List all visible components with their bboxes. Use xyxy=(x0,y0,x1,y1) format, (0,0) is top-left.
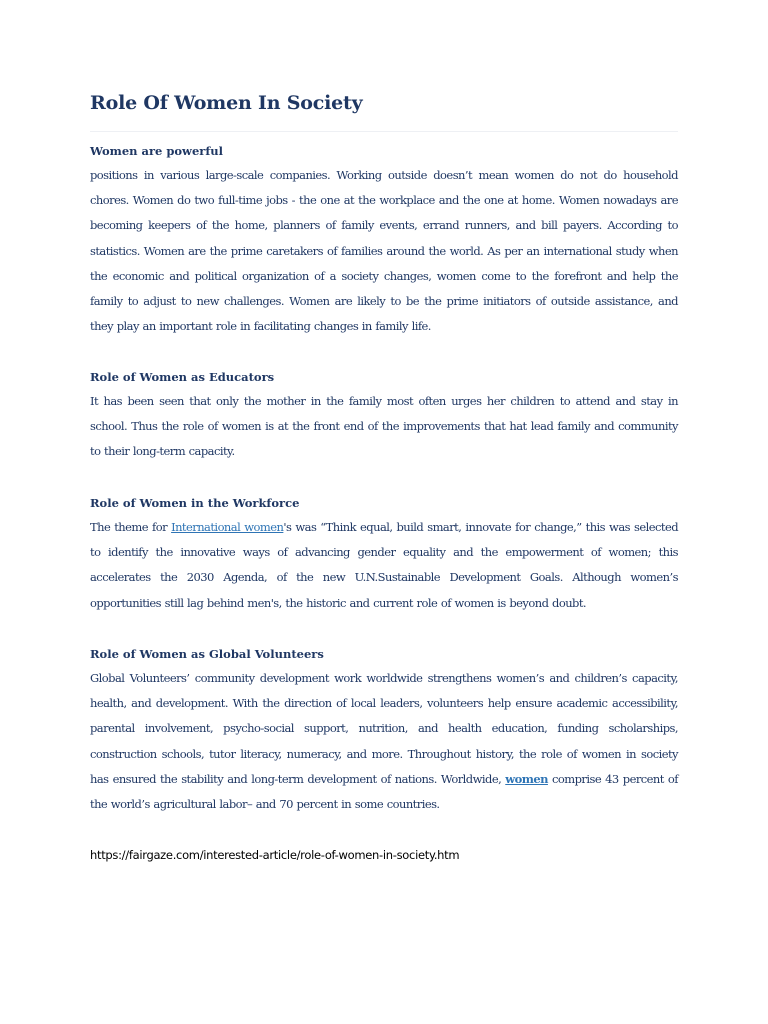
section-heading-women-are-powerful: Women are powerful xyxy=(90,144,223,158)
source-url[interactable]: https://fairgaze.com/interested-article/role-of-women-in-society.htm xyxy=(90,848,460,862)
section-body-workforce xyxy=(90,515,678,616)
international-women-link[interactable]: International women xyxy=(171,520,284,534)
workforce-text-after-link: 's was “Think equal, build smart, innovate for change,” this was selected to identify the innovative ways of advancing gender equality and the empowerment of women; this accelerates the 2030 Agenda, of the new U.N.Sustainable Development Goals. Although women’s opportunities still lag behind men's, the historic and current role of women is beyond doubt. xyxy=(90,520,679,610)
section-heading-global-volunteers: Role of Women as Global Volunteers xyxy=(90,647,324,661)
section-heading-workforce: Role of Women in the Workforce xyxy=(90,496,300,510)
title-divider xyxy=(90,131,678,132)
section-body-women-are-powerful: positions in various large-scale companies. Working outside doesn’t mean women do not do household chores. Women do two full-time jobs - the one at the workplace and the one at home. Women nowadays are becoming keepers of the home, planners of family events, errand runners, and bill payers. According to statistics. Women are the prime caretakers of families around the world. As per an international study when the economic and political organization of a society changes, women come to the forefront and help the family to adjust to new challenges. Women are likely to be the prime initiators of outside assistance, and they play an important role in facilitating changes in family life. xyxy=(90,168,678,334)
workforce-text-before-link: The theme for xyxy=(90,520,172,534)
section-body-global-volunteers xyxy=(90,666,678,817)
volunteers-text-before-link: Global Volunteers’ community development work worldwide strengthens women’s and children’s capacity, health, and development. With the direction of local leaders, volunteers help ensure academic accessibility, parental involvement, psycho-social support, nutrition, and health education, funding scholarships, construction schools, tutor literacy, numeracy, and more. Throughout history, the role of women in society has ensured the stability and long-term development of nations. Worldwide, xyxy=(90,671,678,786)
women-link[interactable]: women xyxy=(505,771,548,786)
volunteers-text-after-link: comprise 43 percent of the world’s agricultural labor– and 70 percent in some countries. xyxy=(90,771,678,812)
page-title: Role Of Women In Society xyxy=(90,92,363,114)
section-heading-educators: Role of Women as Educators xyxy=(90,370,275,384)
section-body-educators: It has been seen that only the mother in the family most often urges her children to attend and stay in school. Thus the role of women is at the front end of the improvements that hat lead family and community to their long-term capacity. xyxy=(90,394,678,459)
